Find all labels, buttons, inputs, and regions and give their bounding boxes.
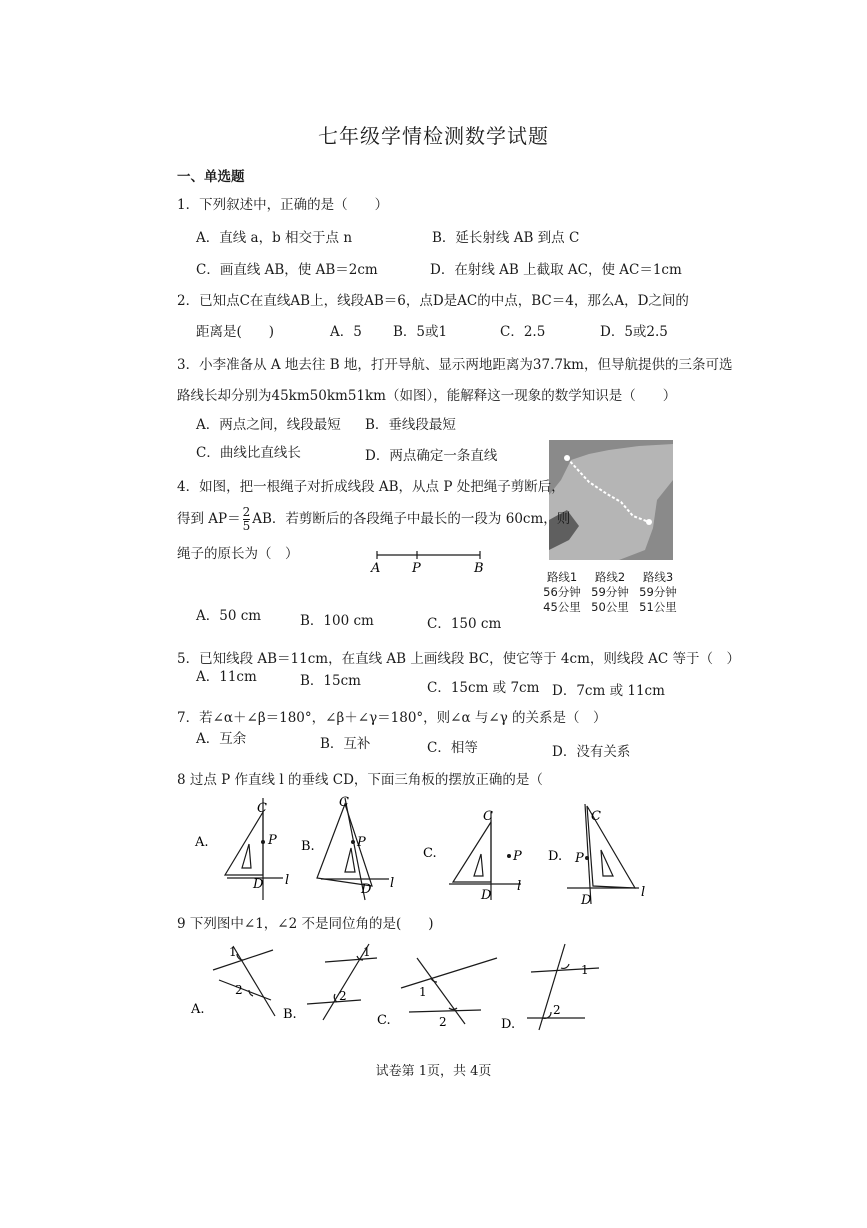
page-footer: 试卷第 1页，共 4页 [375, 1064, 492, 1079]
route1-caption: 路线1 56分钟 45公里 [543, 570, 581, 614]
q2-option-b: B．5或1 [393, 324, 448, 340]
q8-c-point-c: C [483, 809, 493, 824]
page-title: 七年级学情检测数学试题 [318, 124, 549, 148]
q5-option-a: A．11cm [196, 669, 257, 685]
q9-label-a: A. [191, 1002, 205, 1017]
q5-option-d: D．7cm 或 11cm [552, 683, 665, 699]
q9-c-angle2: 2 [439, 1015, 447, 1029]
q8-a-line-l: l [285, 873, 290, 888]
q7-stem: 7．若∠α＋∠β＝180°，∠β＋∠γ＝180°，则∠α 与∠γ 的关系是（ ） [177, 710, 607, 726]
q8-c-line-l: l [517, 879, 522, 894]
q9-a-angle1: 1 [229, 945, 237, 959]
q5-option-c: C．15cm 或 7cm [427, 680, 540, 696]
q8-a-point-p: P [268, 833, 277, 848]
q7-option-d: D．没有关系 [552, 744, 631, 760]
q9-label-d: D. [501, 1017, 516, 1032]
q3-option-b: B．垂线段最短 [365, 417, 456, 433]
q8-d-point-d: D [581, 893, 592, 904]
q9-angle-figures [185, 938, 605, 1034]
q2-option-c: C．2.5 [500, 324, 546, 340]
q9-stem: 9 下列图中∠1，∠2 不是同位角的是( ) [177, 916, 434, 932]
q9-label-c: C. [377, 1013, 391, 1028]
q9-c-angle1: 1 [419, 985, 427, 999]
q3-option-d: D．两点确定一条直线 [365, 448, 498, 464]
point-a-label: A [371, 561, 381, 575]
q1-option-b: B．延长射线 AB 到点 C [432, 230, 580, 246]
q4-option-c: C．150 cm [427, 616, 502, 632]
q8-d-line-l: l [641, 885, 646, 900]
q8-b-point-c: C [339, 795, 349, 810]
section-heading: 一、单选题 [177, 169, 245, 185]
q9-a-angle2: 2 [235, 983, 243, 997]
point-p-label: P [412, 561, 421, 575]
q5-option-b: B．15cm [300, 673, 361, 689]
q4-stem-line1: 4．如图，把一根绳子对折成线段 AB，从点 P 处把绳子剪断后， [177, 479, 565, 495]
q8-label-d: D. [548, 849, 563, 864]
q8-stem: 8 过点 P 作直线 l 的垂线 CD，下面三角板的摆放正确的是（ [177, 772, 543, 788]
q7-option-b: B．互补 [320, 736, 371, 752]
q9-b-angle1: 1 [363, 945, 371, 959]
q4-segment-figure [360, 545, 500, 575]
q8-label-c: C. [423, 846, 437, 861]
q2-option-d: D．5或2.5 [600, 324, 668, 340]
q3-stem-line2: 路线长却分别为45km50km51km（如图），能解释这一现象的数学知识是（ ） [177, 388, 677, 404]
q4-option-a: A．50 cm [196, 608, 262, 624]
q8-b-line-l: l [390, 876, 395, 891]
q8-label-b: B. [301, 839, 315, 854]
q4-stem-line3: 绳子的原长为（ ） [177, 546, 299, 562]
q5-stem: 5．已知线段 AB＝11cm，在直线 AB 上画线段 BC，使它等于 4cm，则线段 AC 等于（ ） [177, 651, 741, 667]
q3-option-c: C．曲线比直线长 [196, 445, 301, 461]
q7-option-c: C．相等 [427, 740, 478, 756]
q8-b-point-d: D [361, 882, 372, 897]
route-map-image [549, 440, 673, 560]
q8-d-point-c: C [591, 809, 601, 824]
q1-stem: 1．下列叙述中，正确的是（ ） [177, 197, 389, 213]
q1-option-a: A．直线 a，b 相交于点 n [196, 230, 353, 246]
q8-label-a: A. [195, 835, 209, 850]
q2-stem: 2．已知点C在直线AB上，线段AB＝6，点D是AC的中点，BC＝4，那么A，D之间的 [177, 293, 689, 309]
point-b-label: B [474, 561, 484, 575]
q8-c-point-p: P [513, 849, 522, 864]
q4-option-b: B．100 cm [300, 613, 374, 629]
q3-stem: 3．小李准备从 A 地去往 B 地，打开导航、显示两地距离为37.7km，但导航提供的三条可选 [177, 357, 733, 373]
q9-d-angle2: 2 [553, 1003, 561, 1017]
route2-caption: 路线2 59分钟 50公里 [591, 570, 629, 614]
q1-option-c: C．画直线 AB，使 AB＝2cm [196, 262, 378, 278]
q8-a-point-d: D [253, 877, 264, 892]
q8-a-point-c: C [257, 801, 267, 816]
q1-option-d: D．在射线 AB 上截取 AC，使 AC＝1cm [430, 262, 682, 278]
q2-option-a: A．5 [330, 324, 362, 340]
q8-c-point-d: D [481, 888, 492, 903]
q8-b-point-p: P [357, 835, 366, 850]
q4-stem-line2: 得到 AP＝ $\frac{2}{5}$ AB．若剪断后的各段绳子中最长的一段为 60cm，则 [177, 505, 571, 533]
q9-b-angle2: 2 [339, 989, 347, 1003]
q8-d-point-p: P [575, 851, 584, 866]
route-map-drawing [549, 440, 673, 560]
q8-triangle-figures [185, 792, 665, 904]
q3-option-a: A．两点之间，线段最短 [196, 417, 341, 433]
q9-label-b: B. [283, 1007, 297, 1022]
route3-caption: 路线3 59分钟 51公里 [639, 570, 677, 614]
q2-stem-line2: 距离是( ) [196, 324, 275, 340]
q7-option-a: A．互余 [196, 731, 247, 747]
q9-d-angle1: 1 [581, 963, 589, 977]
